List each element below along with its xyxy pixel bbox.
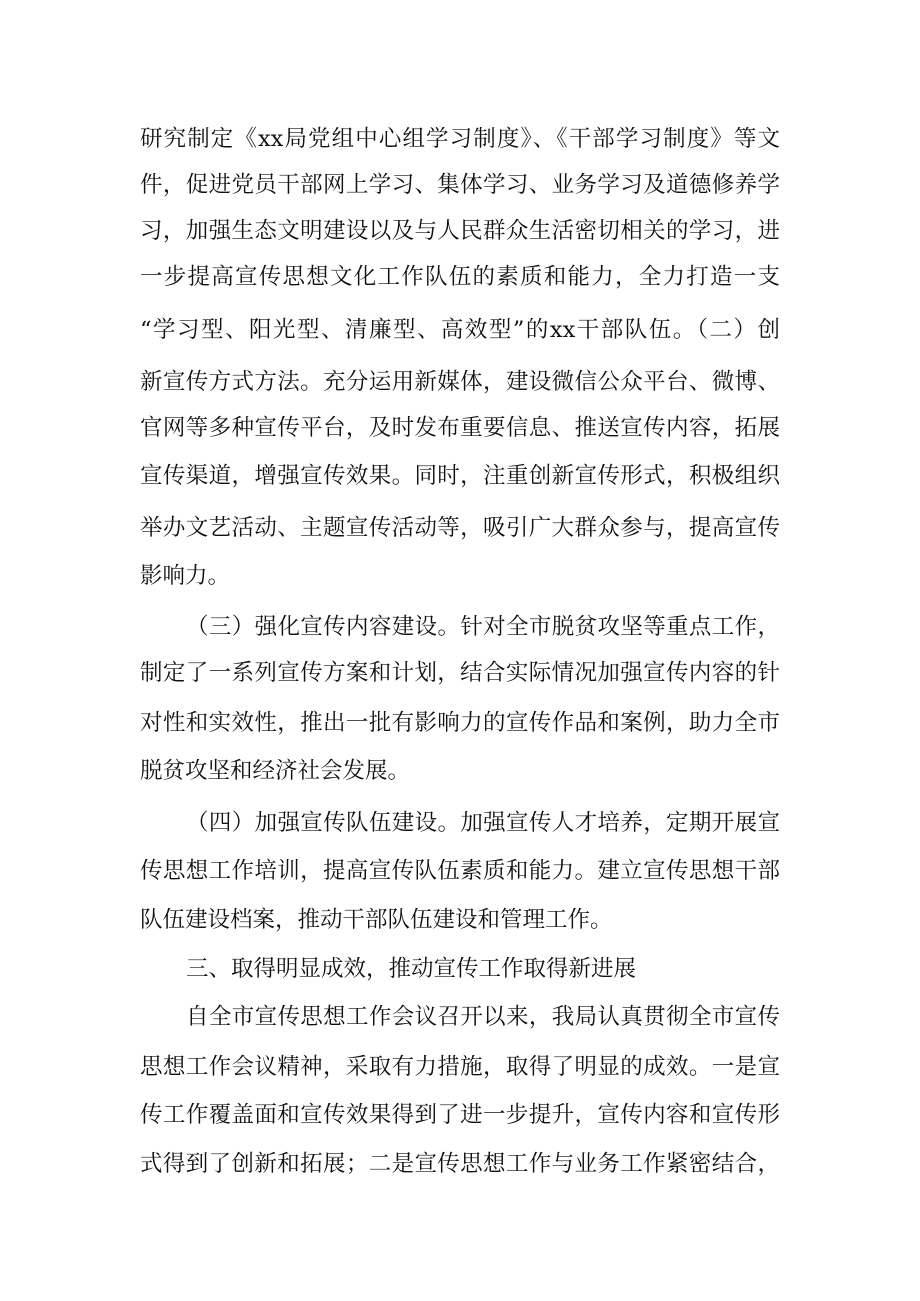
paragraph-first-line: （四）加强宣传队伍建设。加强宣传人才培养，定期开展宣 — [186, 810, 780, 836]
text-line: 官网等多种宣传平台，及时发布重要信息、推送宣传内容，拓展 — [140, 415, 780, 441]
text-line: 宣传渠道，增强宣传效果。同时，注重创新宣传形式，积极组织 — [140, 463, 780, 489]
text-line: 式得到了创新和拓展；二是宣传思想工作与业务工作紧密结合， — [140, 1151, 780, 1177]
text-line: 队伍建设档案，推动干部队伍建设和管理工作。 — [140, 907, 613, 933]
text-line: 习，加强生态文明建设以及与人民群众生活密切相关的学习，进 — [140, 218, 780, 244]
text-line: 脱贫攻坚和经济社会发展。 — [140, 758, 411, 784]
text-line: 制定了一系列宣传方案和计划，结合实际情况加强宣传内容的针 — [140, 660, 780, 686]
text-line: 对性和实效性，推出一批有影响力的宣传作品和案例，助力全市 — [140, 710, 780, 736]
paragraph-first-line: （三）强化宣传内容建设。针对全市脱贫攻坚等重点工作， — [186, 614, 780, 640]
text-line: 传工作覆盖面和宣传效果得到了进一步提升，宣传内容和宣传形 — [140, 1102, 780, 1128]
text-line: “学习型、阳光型、清廉型、高效型”的xx干部队伍。（二）创 — [140, 317, 780, 343]
text-line: 传思想工作培训，提高宣传队伍素质和能力。建立宣传思想干部 — [140, 858, 780, 884]
text-line: 影响力。 — [140, 563, 231, 589]
text-line: 件，促进党员干部网上学习、集体学习、业务学习及道德修养学 — [140, 172, 780, 198]
text-line: 一步提高宣传思想文化工作队伍的素质和能力，全力打造一支 — [140, 264, 780, 290]
section-heading: 三、取得明显成效，推动宣传工作取得新进展 — [186, 956, 637, 982]
text-line: 举办文艺活动、主题宣传活动等，吸引广大群众参与，提高宣传 — [140, 515, 780, 541]
paragraph-first-line: 自全市宣传思想工作会议召开以来，我局认真贯彻全市宣传 — [186, 1004, 780, 1030]
text-line: 思想工作会议精神，采取有力措施，取得了明显的成效。一是宣 — [140, 1054, 780, 1080]
text-line: 研究制定《xx局党组中心组学习制度》、《干部学习制度》等文 — [140, 126, 780, 152]
text-line: 新宣传方式方法。充分运用新媒体，建设微信公众平台、微博、 — [140, 369, 780, 395]
